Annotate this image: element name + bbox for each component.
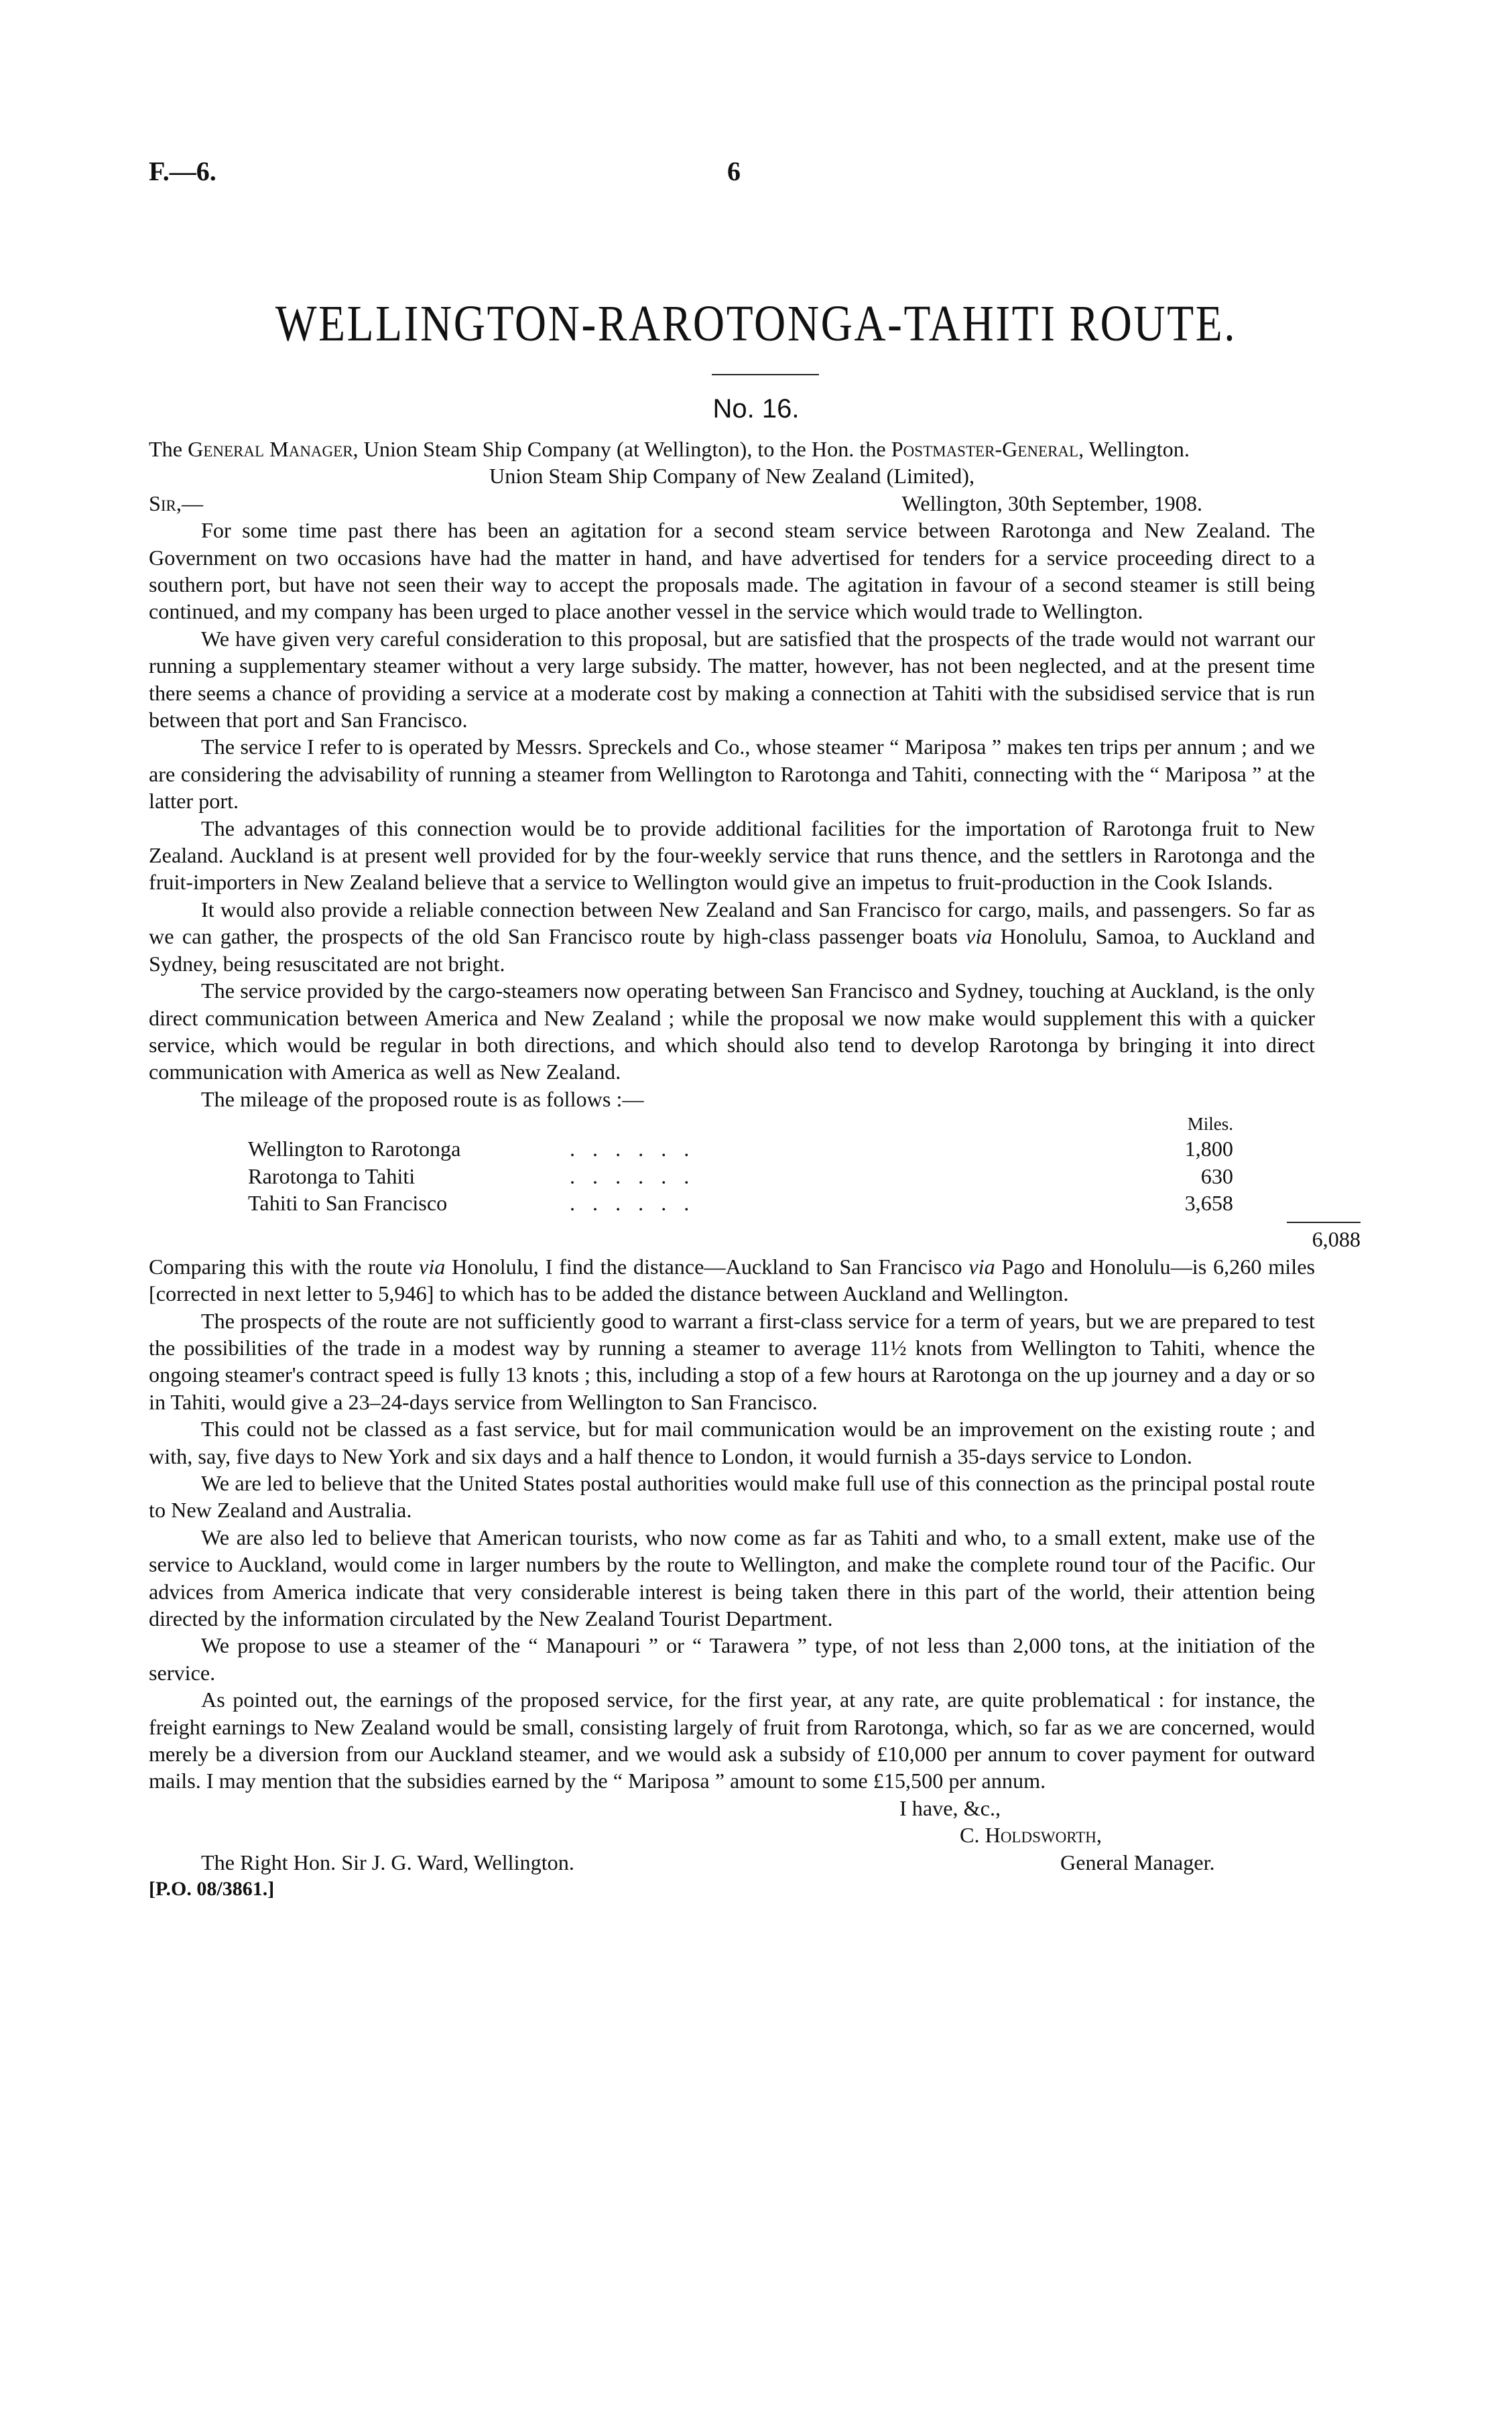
- paragraph: The advantages of this connection would be to provide additional facilities for the importation of Rarotonga fruit to New Zealand. Auckland is at present well provided for by the four-weekly service that runs thence, and the settlers in Rarotonga and the fruit-importers in New Zealand believe that a service to Wellington would give an impetus to fruit-production in the Cook Islands.: [149, 816, 1315, 895]
- paragraph: We are led to believe that the United States postal authorities would make full use of this connection as the principal postal route to New Zealand and Australia.: [149, 1471, 1315, 1523]
- closing: I have, &c.,: [899, 1795, 1001, 1820]
- page-number: 6: [727, 156, 741, 186]
- paragraph: This could not be classed as a fast service, but for mail communication would be an improvement on the existing route ; and with, say, five days to New York and six days and a half thence to London, it would furnish a 35-days service to London.: [149, 1417, 1315, 1468]
- table-row: [248, 1135, 1233, 1162]
- leader-dots: ......: [570, 1163, 707, 1188]
- company-address: Union Steam Ship Company of New Zealand (Limited),: [489, 464, 975, 489]
- miles-total: 6,088: [1312, 1227, 1361, 1252]
- route-leg: Wellington to Rarotonga: [248, 1137, 461, 1161]
- place-date: Wellington, 30th September, 1908.: [901, 491, 1202, 515]
- file-reference: [P.O. 08/3861.]: [149, 1878, 275, 1901]
- paragraph: We have given very careful consideration to this proposal, but are satisfied that the prospects of the trade would not warrant our running a supplementary steamer without a very large subsidy. The matter, however, has not been neglected, and at the present time there seems a chance of providing a service at a moderate cost by making a connection at Tahiti with the subsidised service that is run between that port and San Francisco.: [149, 626, 1315, 732]
- route-miles: 630: [1200, 1163, 1233, 1188]
- table-row: [248, 1190, 1233, 1216]
- page-title: WELLINGTON-RAROTONGA-TAHITI ROUTE.: [275, 296, 1237, 352]
- paragraph: The mileage of the proposed route is as follows :—: [201, 1086, 644, 1111]
- paragraph: We are also led to believe that American tourists, who now come as far as Tahiti and who, to a small extent, make use of the service to Auckland, would come in larger numbers by the route to Wellington, and make the complete round tour of the Pacific. Our advices from America indicate that very considerable interest is being taken there in this part of the world, their attention being directed by the information circulated by the New Zealand Tourist Department.: [149, 1525, 1315, 1631]
- table-row: [248, 1163, 1233, 1190]
- page-series: F.—6.: [149, 156, 216, 186]
- miles-column-header: Miles.: [1187, 1114, 1233, 1135]
- leader-dots: ......: [570, 1190, 707, 1215]
- paragraph: It would also provide a reliable connection between New Zealand and San Francisco for cargo, mails, and passengers. So far as we can gather, the prospects of the old San Francisco route by high-class passenger boats via Honolulu, Samoa, to Auckland and Sydney, being resuscitated are not bright.: [149, 897, 1315, 976]
- paragraph: For some time past there has been an agitation for a second steam service between Rarotonga and New Zealand. The Government on two occasions have had the matter in hand, and have advertised for tenders for a service proceeding direct to a southern port, but have not seen their way to accept the proposals made. The agitation in favour of a second steamer is still being continued, and my company has been urged to place another vessel in the service which would trade to Wellington.: [149, 518, 1315, 624]
- route-leg: Tahiti to San Francisco: [248, 1190, 448, 1215]
- paragraph: As pointed out, the earnings of the proposed service, for the first year, at any rate, are quite problematical : for instance, the freight earnings to New Zealand would be small, consisting largely of fruit from Rarotonga, which, so far as we are concerned, would merely be a diversion from our Auckland steamer, and we would ask a subsidy of £10,000 per annum to cover payment for outward mails. I may mention that the subsidies earned by the “ Mariposa ” amount to some £15,500 per annum.: [149, 1687, 1315, 1793]
- salutation: Sir,—: [149, 491, 204, 515]
- addressee-line: [149, 1849, 1315, 1876]
- letter-heading: The General Manager, Union Steam Ship Company (at Wellington), to the Hon. the Postmaster-General, Wellington.: [149, 437, 1190, 461]
- paragraph: We propose to use a steamer of the “ Manapouri ” or “ Tarawera ” type, of not less than 2,000 tons, at the initiation of the service.: [149, 1633, 1315, 1685]
- leader-dots: ......: [570, 1137, 707, 1161]
- paragraph: The service provided by the cargo-steamers now operating between San Francisco and Sydney, touching at Auckland, is the only direct communication between America and New Zealand ; while the proposal we now make would supplement this with a quicker service, which would be regular in both directions, and which should also tend to develop Rarotonga by bringing it into direct communication with America as well as New Zealand.: [149, 978, 1315, 1084]
- mileage-table: [248, 1135, 1233, 1216]
- paragraph: The service I refer to is operated by Messrs. Spreckels and Co., whose steamer “ Mariposa ” makes ten trips per annum ; and we are considering the advisability of running a steamer from Wellington to Rarotonga and Tahiti, connecting with the “ Mariposa ” at the latter port.: [149, 735, 1315, 814]
- salutation-line: [149, 490, 1315, 517]
- total-rule: [1287, 1222, 1361, 1223]
- letter-number: No. 16.: [712, 394, 800, 424]
- route-leg: Rarotonga to Tahiti: [248, 1163, 416, 1188]
- signatory-title: General Manager.: [1060, 1850, 1215, 1874]
- route-miles: 3,658: [1184, 1190, 1233, 1215]
- letter-body: [149, 436, 1361, 1903]
- paragraph: Comparing this with the route via Honolulu, I find the distance—Auckland to San Francisco via Pago and Honolulu—is 6,260 miles [corrected in next letter to 5,946] to which has to be added the distance between Auckland and Wellington.: [149, 1254, 1316, 1306]
- title-divider: [712, 374, 819, 375]
- route-miles: 1,800: [1184, 1137, 1233, 1161]
- paragraph: The prospects of the route are not sufficiently good to warrant a first-class service for a term of years, but we are prepared to test the possibilities of the trade in a modest way by running a steamer to average 11½ knots from Wellington to Tahiti, whence the ongoing steamer's contract speed is fully 13 knots ; this, including a stop of a few hours at Rarotonga on the up journey and a day or so in Tahiti, would give a 23–24-days service from Wellington to San Francisco.: [149, 1308, 1315, 1414]
- signatory: C. Holdsworth,: [960, 1823, 1102, 1848]
- addressee: The Right Hon. Sir J. G. Ward, Wellington.: [201, 1850, 574, 1874]
